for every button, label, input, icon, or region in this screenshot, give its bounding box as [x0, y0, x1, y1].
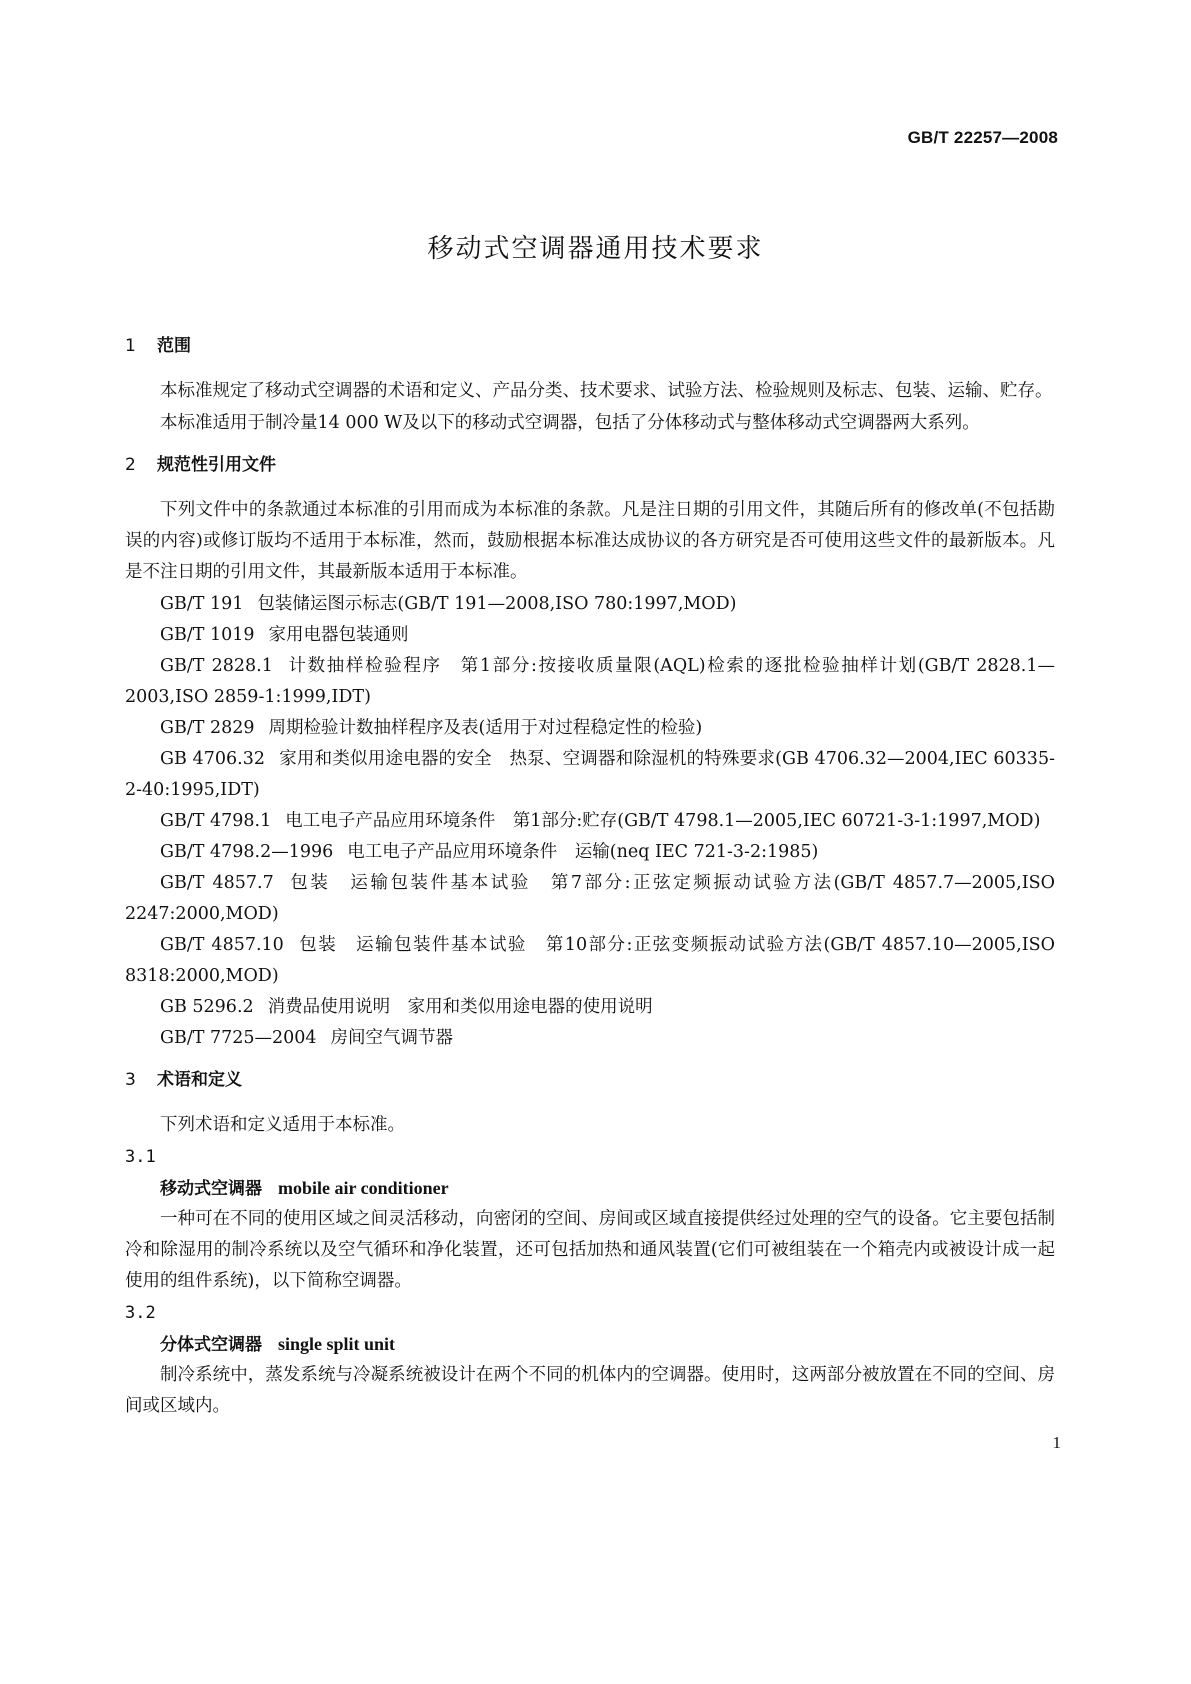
reference-item [125, 837, 1055, 868]
term-heading [125, 1173, 1055, 1204]
reference-item [125, 744, 1055, 806]
standard-code: GB/T 22257—2008 [907, 128, 1058, 147]
reference-title: 包装 运输包装件基本试验 第7部分:正弦定频振动试验方法(GB/T 4857.7—2005,ISO 2247:2000,MOD) [125, 873, 1055, 924]
reference-code: GB/T 4798.1 [160, 811, 272, 831]
term-chinese: 分体式空调器 [160, 1335, 262, 1355]
term-definition: 一种可在不同的使用区域之间灵活移动，向密闭的空间、房间或区域直接提供经过处理的空气的设备。它主要包括制冷和除湿用的制冷系统以及空气循环和净化装置，还可包括加热和通风装置(它们可被组装在一个箱壳内或被设计成一起使用的组件系统)，以下简称空调器。 [125, 1209, 1055, 1291]
reference-item [125, 1023, 1055, 1054]
references-intro: 下列文件中的条款通过本标准的引用而成为本标准的条款。凡是注日期的引用文件，其随后所有的修改单(不包括勘误的内容)或修订版均不适用于本标准，然而，鼓励根据本标准达成协议的各方研究是否可使用这些文件的最新版本。凡是不注日期的引用文件，其最新版本适用于本标准。 [125, 500, 1055, 582]
reference-item [125, 930, 1055, 992]
term-chinese: 移动式空调器 [160, 1179, 262, 1199]
reference-code: GB/T 2828.1 [160, 656, 273, 676]
section-title: 术语和定义 [157, 1070, 242, 1090]
reference-code: GB 4706.32 [160, 749, 265, 769]
reference-item [125, 713, 1055, 744]
reference-title: 电工电子产品应用环境条件 运输(neq IEC 721-3-2:1985) [347, 842, 819, 862]
reference-code: GB/T 4798.2—1996 [160, 842, 334, 862]
reference-title: 包装储运图示标志(GB/T 191—2008,ISO 780:1997,MOD) [257, 594, 737, 614]
scope-paragraph: 本标准适用于制冷量14 000 W及以下的移动式空调器，包括了分体移动式与整体移动式空调器两大系列。 [160, 413, 980, 433]
section-title: 规范性引用文件 [157, 455, 276, 475]
reference-title: 计数抽样检验程序 第1部分:按接收质量限(AQL)检索的逐批检验抽样计划(GB/T 2828.1—2003,ISO 2859-1:1999,IDT) [125, 656, 1055, 707]
term-english: single split unit [278, 1334, 396, 1354]
terms-intro: 下列术语和定义适用于本标准。 [160, 1115, 405, 1135]
term-english: mobile air conditioner [278, 1178, 449, 1198]
section-number: 1 [125, 336, 136, 356]
term-heading [125, 1329, 1055, 1360]
reference-title: 包装 运输包装件基本试验 第10部分:正弦变频振动试验方法(GB/T 4857.10—2005,ISO 8318:2000,MOD) [125, 935, 1055, 986]
document-title: 移动式空调器通用技术要求 [427, 234, 764, 264]
section-title: 范围 [157, 336, 191, 356]
reference-item [125, 589, 1055, 620]
reference-code: GB/T 4857.7 [160, 873, 274, 893]
reference-title: 消费品使用说明 家用和类似用途电器的使用说明 [267, 997, 653, 1017]
section-number: 2 [125, 455, 136, 475]
reference-code: GB/T 4857.10 [160, 935, 284, 955]
reference-code: GB 5296.2 [160, 997, 254, 1017]
reference-item [125, 868, 1055, 930]
reference-code: GB/T 7725—2004 [160, 1028, 317, 1048]
reference-item [125, 992, 1055, 1023]
reference-title: 家用和类似用途电器的安全 热泵、空调器和除湿机的特殊要求(GB 4706.32—2004,IEC 60335-2-40:1995,IDT) [125, 749, 1055, 800]
reference-item [125, 620, 1055, 651]
reference-title: 房间空气调节器 [330, 1028, 454, 1048]
page-number: 1 [1052, 1433, 1061, 1452]
term-definition: 制冷系统中，蒸发系统与冷凝系统被设计在两个不同的机体内的空调器。使用时，这两部分被放置在不同的空间、房间或区域内。 [125, 1365, 1055, 1416]
reference-title: 周期检验计数抽样程序及表(适用于对过程稳定性的检验) [268, 718, 703, 738]
scope-paragraph: 本标准规定了移动式空调器的术语和定义、产品分类、技术要求、试验方法、检验规则及标志、包装、运输、贮存。 [160, 381, 1053, 401]
section-heading-terms [125, 1064, 1055, 1096]
reference-code: GB/T 191 [160, 594, 244, 614]
document-body [125, 320, 1055, 1423]
section-heading-scope [125, 330, 1055, 362]
section-heading-references [125, 449, 1055, 481]
reference-item [125, 806, 1055, 837]
term-number: 3.1 [125, 1147, 156, 1167]
reference-title: 家用电器包装通则 [268, 625, 409, 645]
reference-code: GB/T 1019 [160, 625, 255, 645]
reference-code: GB/T 2829 [160, 718, 255, 738]
term-number: 3.2 [125, 1303, 156, 1323]
reference-item [125, 651, 1055, 713]
section-number: 3 [125, 1070, 136, 1090]
reference-title: 电工电子产品应用环境条件 第1部分:贮存(GB/T 4798.1—2005,IEC 60721-3-1:1997,MOD) [285, 811, 1041, 831]
